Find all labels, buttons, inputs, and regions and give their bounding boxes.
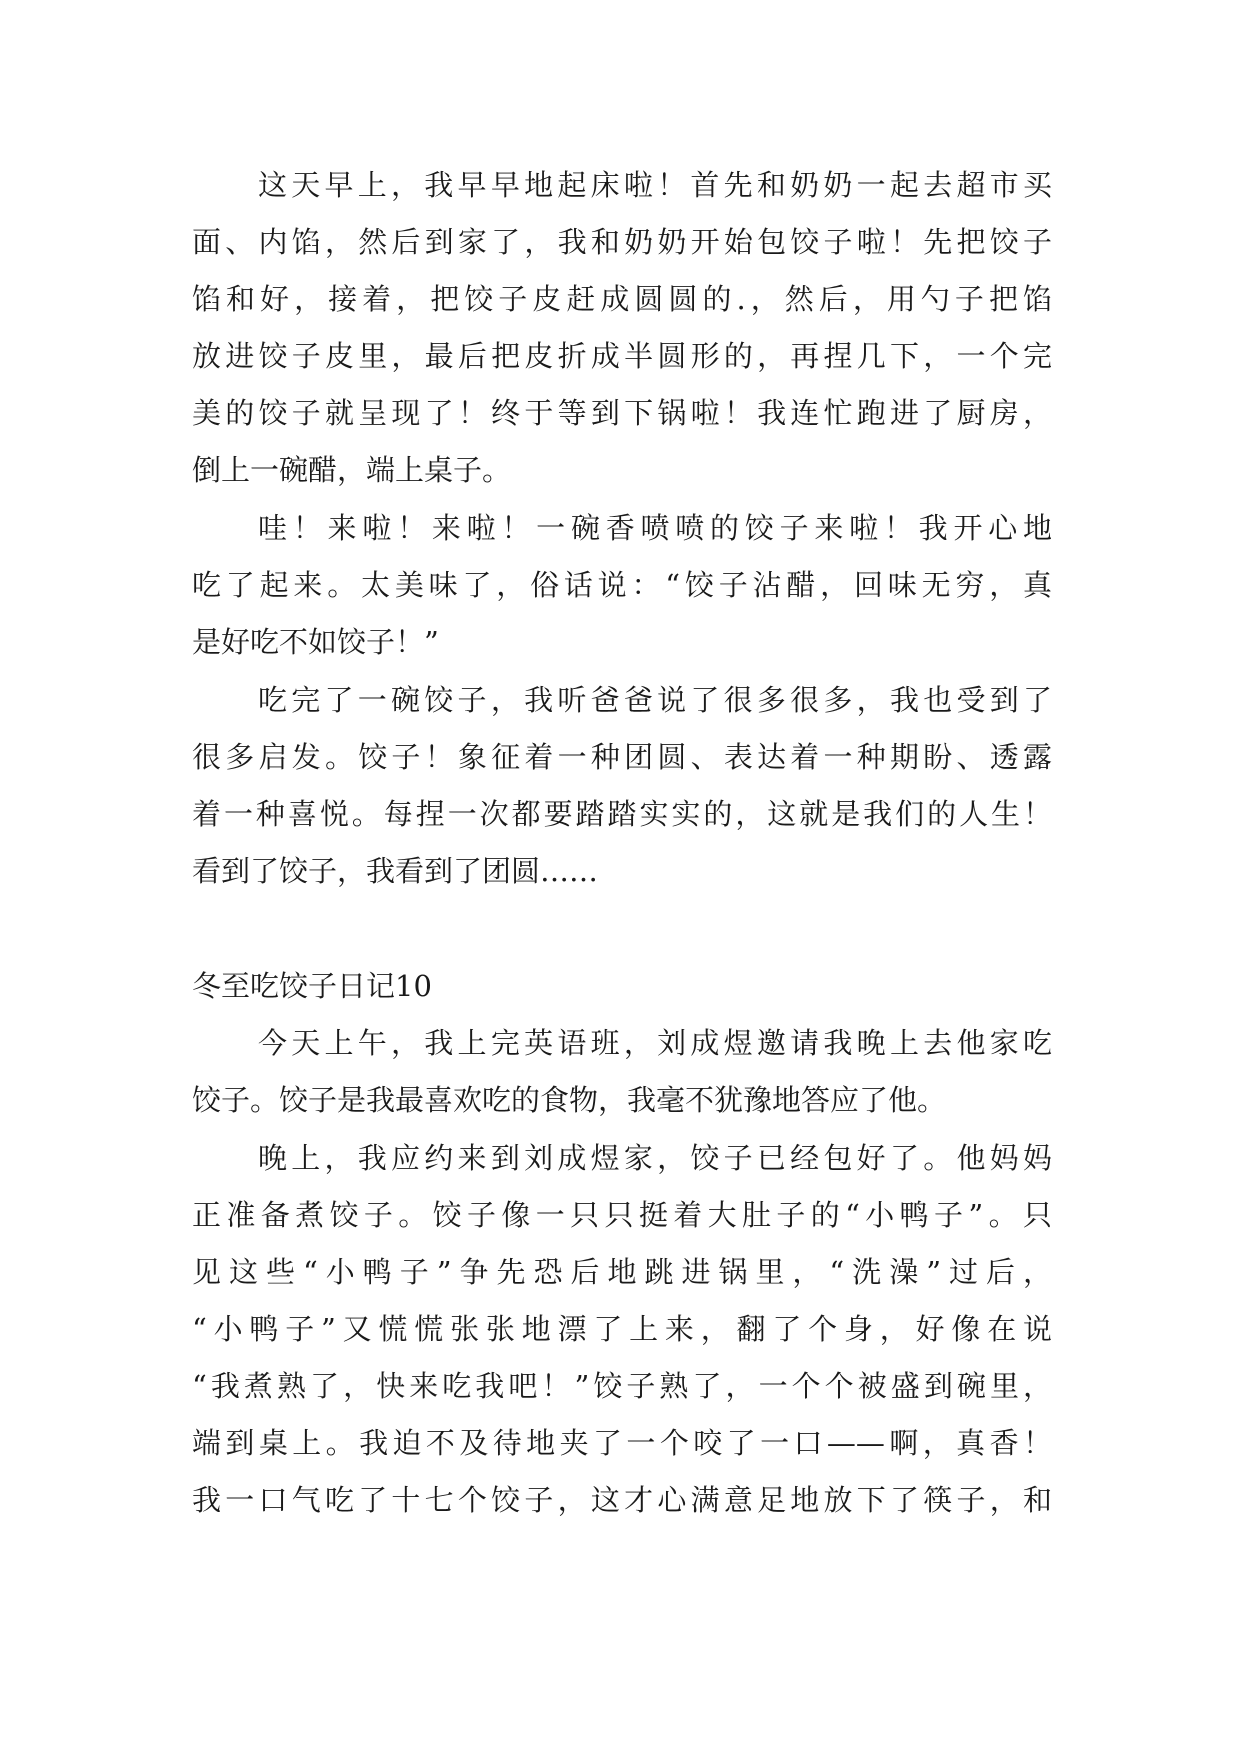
text-line: 是好吃不如饺子！”	[192, 625, 439, 659]
text-line: “小鸭子”又慌慌张张地漂了上来，翻了个身，好像在说	[192, 1312, 1052, 1346]
section-heading: 冬至吃饺子日记10	[192, 969, 432, 1003]
text-line: 看到了饺子，我看到了团圆……	[192, 854, 599, 888]
text-line: 美的饺子就呈现了！终于等到下锅啦！我连忙跑进了厨房，	[192, 396, 1052, 430]
text-line: 很多启发。饺子！象征着一种团圆、表达着一种期盼、透露	[192, 740, 1052, 774]
text-line: 哇！来啦！来啦！一碗香喷喷的饺子来啦！我开心地	[258, 511, 1052, 545]
text-line: 见这些“小鸭子”争先恐后地跳进锅里，“洗澡”过后，	[192, 1255, 1052, 1289]
text-line: 正准备煮饺子。饺子像一只只挺着大肚子的“小鸭子”。只	[192, 1198, 1052, 1232]
text-line: 馅和好，接着，把饺子皮赶成圆圆的.，然后，用勺子把馅	[192, 282, 1052, 316]
text-line: 放进饺子皮里，最后把皮折成半圆形的，再捏几下，一个完	[192, 339, 1052, 373]
text-line: 端到桌上。我迫不及待地夹了一个咬了一口——啊，真香！	[192, 1426, 1052, 1460]
text-line: 饺子。饺子是我最喜欢吃的食物，我毫不犹豫地答应了他。	[192, 1083, 947, 1117]
text-line: 这天早上，我早早地起床啦！首先和奶奶一起去超市买	[258, 168, 1052, 202]
text-line: 着一种喜悦。每捏一次都要踏踏实实的，这就是我们的人生！	[192, 797, 1052, 831]
text-line: 倒上一碗醋，端上桌子。	[192, 453, 512, 487]
text-line: 面、内馅，然后到家了，我和奶奶开始包饺子啦！先把饺子	[192, 225, 1052, 259]
text-line: 今天上午，我上完英语班，刘成煜邀请我晚上去他家吃	[258, 1026, 1052, 1060]
text-line: 吃完了一碗饺子，我听爸爸说了很多很多，我也受到了	[258, 683, 1052, 717]
text-line: 晚上，我应约来到刘成煜家，饺子已经包好了。他妈妈	[258, 1141, 1052, 1175]
text-line: 我一口气吃了十七个饺子，这才心满意足地放下了筷子，和	[192, 1483, 1052, 1517]
text-line: 吃了起来。太美味了，俗话说：“饺子沾醋，回味无穷，真	[192, 568, 1052, 602]
text-line: “我煮熟了，快来吃我吧！”饺子熟了，一个个被盛到碗里，	[192, 1369, 1052, 1403]
